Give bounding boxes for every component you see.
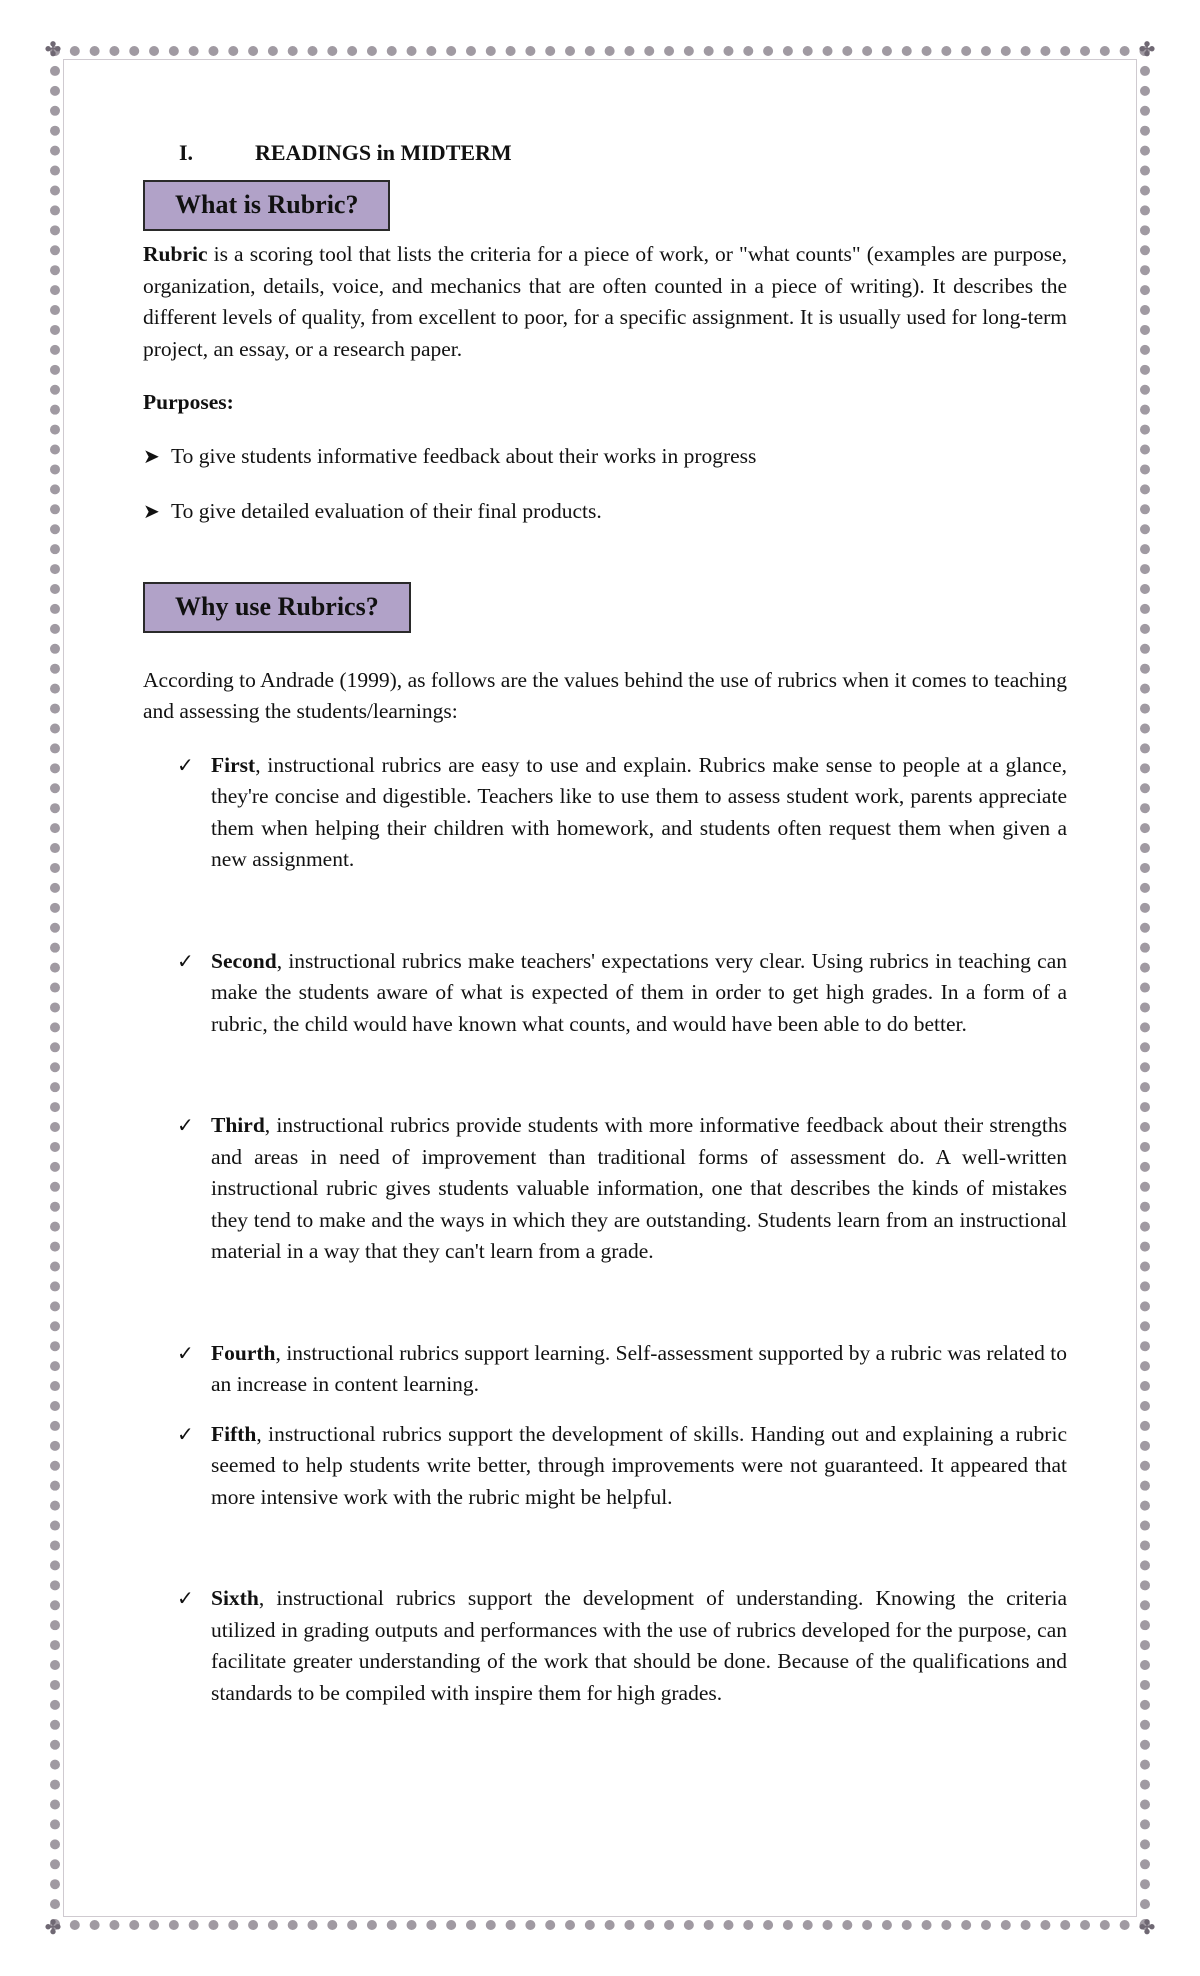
value-lead: First [211,752,256,777]
ornament-corner-icon: ✤ [44,37,62,61]
purpose-text: To give detailed evaluation of their final products. [171,499,602,523]
value-text [211,1419,1067,1514]
section-heading [179,140,1067,166]
arrow-bullet-icon: ➤ [143,443,160,468]
checkmark-icon: ✓ [177,1113,194,1137]
document-body [143,140,1067,1709]
arrow-bullet-icon: ➤ [143,499,160,523]
value-text [211,1110,1067,1268]
checkmark-icon: ✓ [177,948,194,973]
checkmark-icon: ✓ [177,752,194,777]
value-body: , instructional rubrics provide students with more informative feedback about their strengths and areas in need of improvement than traditional forms of assessment do. A well-written instructional rubric gives students valuable information, one that describes the kinds of mistakes they tend to make and the ways in which they are outstanding. Students learn from an instructional material in a way that they can't learn from a grade. [211,1113,1067,1263]
value-lead: Fourth [211,1340,276,1365]
value-body: , instructional rubrics support the development of skills. Handing out and explaining a rubric seemed to help students write better, through improvements were not guaranteed. It appeared that more intensive work with the rubric might be helpful. [211,1421,1067,1509]
purpose-text: To give students informative feedback about their works in progress [171,443,757,468]
list-item [177,946,1067,1041]
list-item [177,1583,1067,1709]
value-lead: Third [211,1113,265,1137]
value-text [211,1338,1067,1401]
list-item [177,1110,1067,1268]
ornament-corner-icon: ✤ [44,1915,62,1939]
value-text [211,946,1067,1041]
why-use-rubrics-heading: Why use Rubrics? [143,582,411,633]
purposes-label: Purposes: [143,390,234,414]
value-body: , instructional rubrics support the development of understanding. Knowing the criteria utilized in grading outputs and performances with the use of rubrics developed for the purpose, can facilitate greater understanding of the work that should be done. Because of the qualifications and standards to be compiled with inspire them for high grades. [211,1586,1067,1705]
section-title: READINGS in MIDTERM [255,140,512,165]
value-text [211,750,1067,876]
value-lead: Fifth [211,1421,257,1446]
checkmark-icon: ✓ [177,1586,194,1610]
ornament-corner-icon: ✤ [1138,37,1156,61]
list-item [177,1419,1067,1514]
value-lead: Second [211,948,277,973]
section-number: I. [179,140,194,165]
rubric-term: Rubric [143,242,208,266]
list-item [177,750,1067,876]
checkmark-icon: ✓ [177,1340,194,1365]
purpose-item [143,441,1067,473]
value-body: , instructional rubrics make teachers' expectations very clear. Using rubrics in teaching can make the students aware of what is expected of them in order to get high grades. In a form of a rubric, the child would have known what counts, and would have been able to do better. [211,948,1067,1036]
purpose-item [143,496,1067,528]
ornament-corner-icon: ✤ [1138,1915,1156,1939]
list-item [177,1338,1067,1401]
checkmark-icon: ✓ [177,1421,194,1446]
value-lead: Sixth [211,1586,259,1610]
value-body: , instructional rubrics support learning. Self-assessment supported by a rubric was related to an increase in content learning. [211,1340,1067,1396]
value-text [211,1583,1067,1709]
what-is-rubric-heading: What is Rubric? [143,180,390,231]
values-list [143,750,1067,1710]
andrade-intro: According to Andrade (1999), as follows are the values behind the use of rubrics when it comes to teaching and assessing the students/learnings: [143,667,1067,723]
rubric-definition-text: is a scoring tool that lists the criteria for a piece of work, or "what counts" (examples are purpose, organization, details, voice, and mechanics that are often counted in a piece of writing). It describes the different levels of quality, from excellent to poor, for a specific assignment. It is usually used for long-term project, an essay, or a research paper. [143,242,1067,361]
rubric-definition [143,239,1067,365]
value-body: , instructional rubrics are easy to use and explain. Rubrics make sense to people at a glance, they're concise and digestible. Teachers like to use them to assess student work, parents appreciate them when helping their children with homework, and students often request them when given a new assignment. [211,752,1067,871]
